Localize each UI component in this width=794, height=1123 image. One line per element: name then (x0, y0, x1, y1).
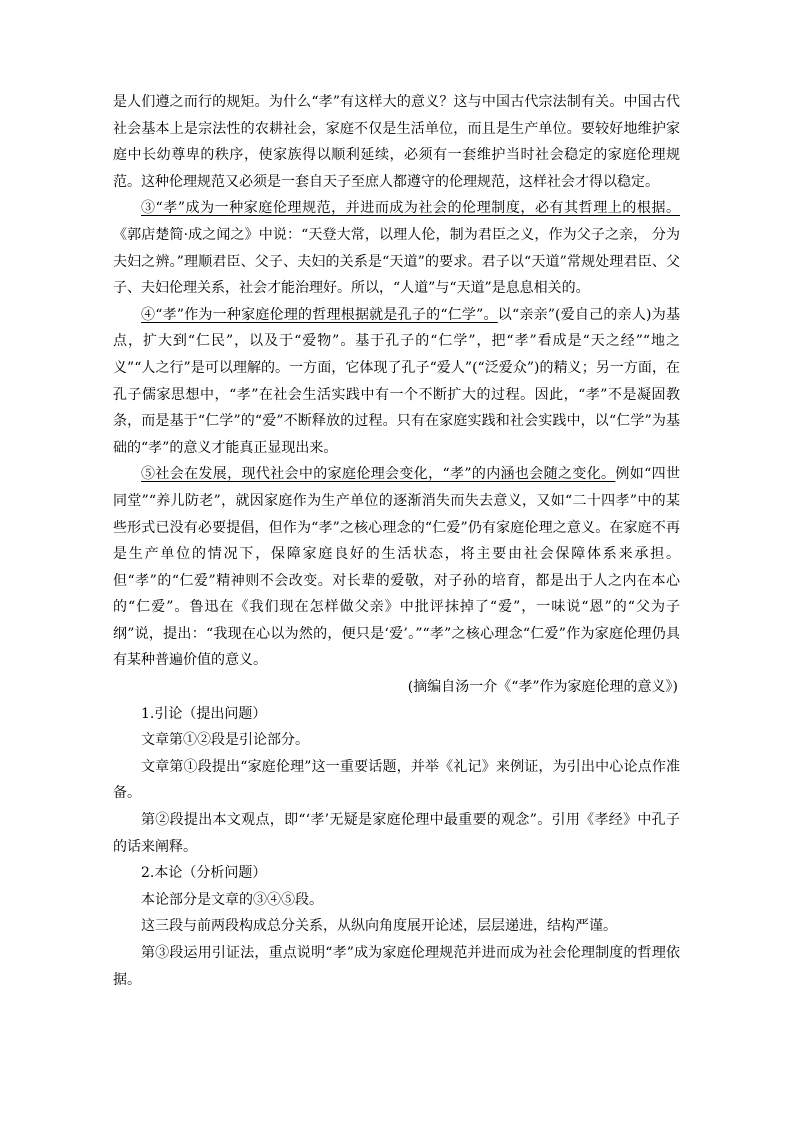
paragraph-1-text: 是人们遵之而行的规矩。为什么“孝”有这样大的意义？这与中国古代宗法制有关。中国古代社会基本上是宗法性的农耕社会，家庭不仅是生活单位，而且是生产单位。要较好地维护家庭中长幼尊卑的秩序，使家族得以顺利延续，必须有一套维护当时社会稳定的家庭伦理规范。这种伦理规范又必须是一套自天子至庶人都遵守的伦理规范，这样社会才得以稳定。 (113, 94, 680, 190)
paragraph-3-text: 《郭店楚简·成之闻之》中说：“天登大常，以理人伦，制为君臣之义，作为父子之亲， 分为夫妇之辨。”理顺君臣、父子、夫妇的关系是“天道”的要求。君子以“天道”常规处理君臣、父子、夫妇伦理关系，社会才能治理好。所以，“人道”与“天道”是息息相关的。 (113, 226, 680, 297)
section-1-line-b: 文章第①段提出“家庭伦理”这一重要话题，并举《礼记》来例证，为引出中心论点作准备。 (113, 758, 680, 802)
section-1-title: 1.引论（提出问题） (141, 705, 267, 722)
paragraph-4-key-sentence: ④“孝”作为一种家庭伦理的哲理根据就是孔子的“仁学”。 (141, 306, 498, 323)
source-citation: (摘编自汤一介《“孝”作为家庭伦理的意义》) (407, 679, 678, 696)
section-2-line-a: 本论部分是文章的③④⑤段。 (141, 891, 323, 908)
paragraph-4 (113, 302, 680, 462)
paragraph-5-key-sentence: ⑤社会在发展，现代社会中的家庭伦理会变化，“孝”的内涵也会随之变化。 (141, 466, 616, 483)
paragraph-5 (113, 461, 680, 674)
section-1-line-c: 第②段提出本文观点，即“‘孝’无疑是家庭伦理中最重要的观念”。引用《孝经》中孔子的话来阐释。 (113, 812, 680, 855)
section-2-line-b: 这三段与前两段构成总分关系，从纵向角度展开论述，层层递进，结构严谨。 (141, 918, 617, 935)
paragraph-5-text: 例如“四世同堂”“养儿防老”，就因家庭作为生产单位的逐渐消失而失去意义，又如“二十四孝”中的某些形式已没有必要提倡，但作为“孝”之核心理念的“仁爱”仍有家庭伦理之意义。在家庭不再是生产单位的情况下，保障家庭良好的生活状态，将主要由社会保障体系来承担。但“孝”的“仁爱”精神则不会改变。对长辈的爱敬，对子孙的培育，都是出于人之内在本心的“仁爱”。鲁迅在《我们现在怎样做父亲》中批评抹掉了“爱”，一味说“恩”的“父为子纲”说，提出：“我现在心以为然的，便只是‘爱’。”“孝”之核心理念“仁爱”作为家庭伦理仍具有某种普遍价值的意义。 (113, 466, 680, 669)
document-body (113, 89, 680, 993)
section-2-title: 2.本论（分析问题） (141, 865, 267, 882)
section-2-line-c: 第③段运用引证法，重点说明“孝”成为家庭伦理规范并进而成为社会伦理制度的哲理依据。 (113, 945, 680, 988)
paragraph-3 (113, 195, 680, 301)
paragraph-1-continued (113, 89, 680, 195)
section-1-line-a: 文章第①②段是引论部分。 (141, 732, 309, 749)
paragraph-4-text: 以“亲亲”(爱自己的亲人)为基点，扩大到“仁民”，以及于“爱物”。基于孔子的“仁学”，把“孝”看成是“天之经”“地之义”“人之行”是可以理解的。一方面，它体现了孔子“爱人”(“泛爱众”)的精义；另一方面，在孔子儒家思想中，“孝”在社会生活实践中有一个不断扩大的过程。因此，“孝”不是凝固教条，而是基于“仁学”的“爱”不断释放的过程。只有在家庭实践和社会实践中，以“仁学”为基础的“孝”的意义才能真正显现出来。 (113, 306, 680, 456)
paragraph-3-key-sentence: ③“孝”成为一种家庭伦理规范，并进而成为社会的伦理制度，必有其哲理上的根据。 (141, 200, 680, 217)
